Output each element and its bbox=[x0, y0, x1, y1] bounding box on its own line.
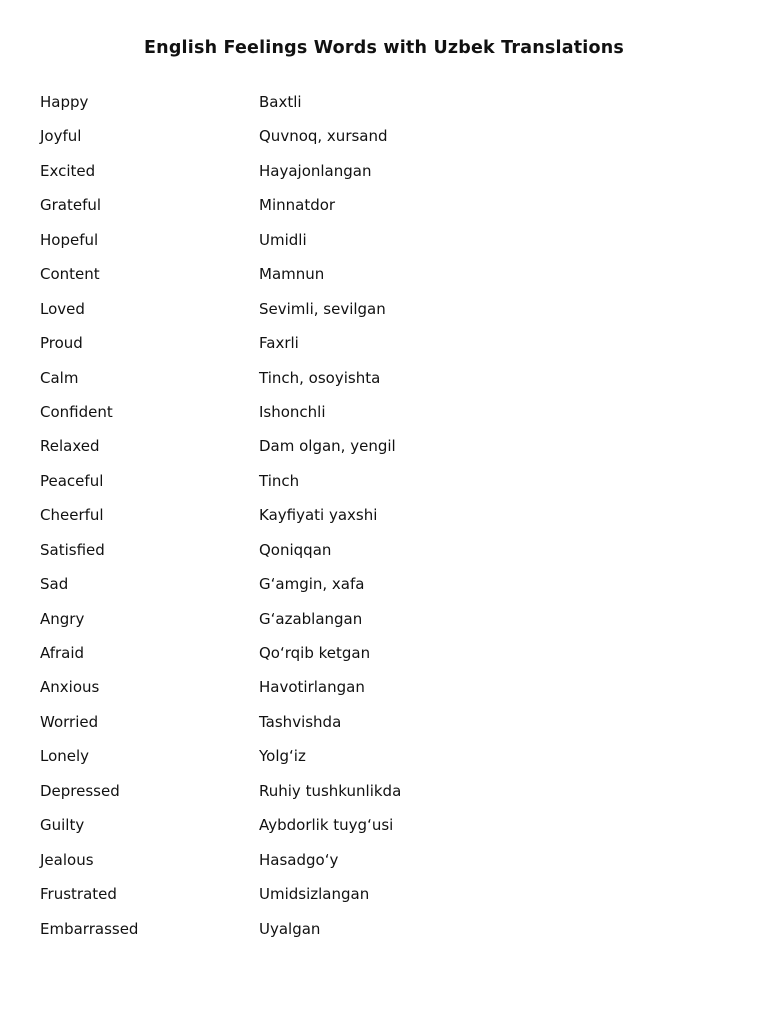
english-word: Excited bbox=[40, 161, 96, 180]
word-row bbox=[40, 642, 640, 676]
uzbek-translation: Quvnoq, xursand bbox=[259, 127, 388, 146]
english-word: Angry bbox=[40, 609, 85, 628]
word-row bbox=[40, 470, 640, 504]
uzbek-translation: Yolg‘iz bbox=[259, 747, 306, 766]
word-row bbox=[40, 194, 640, 228]
word-row bbox=[40, 745, 640, 779]
uzbek-translation: G‘azablangan bbox=[259, 609, 363, 628]
uzbek-translation: Dam olgan, yengil bbox=[259, 437, 396, 456]
english-word: Happy bbox=[40, 93, 89, 111]
word-row bbox=[40, 539, 640, 573]
word-row bbox=[40, 711, 640, 745]
english-word: Joyful bbox=[40, 127, 82, 146]
uzbek-translation: Aybdorlik tuyg‘usi bbox=[259, 816, 394, 835]
english-word: Worried bbox=[40, 712, 99, 731]
uzbek-translation: Qo‘rqib ketgan bbox=[259, 644, 371, 662]
word-row bbox=[40, 814, 640, 848]
word-row bbox=[40, 401, 640, 435]
uzbek-translation: Tashvishda bbox=[259, 712, 342, 731]
word-row bbox=[40, 573, 640, 607]
uzbek-translation: Faxrli bbox=[259, 334, 299, 353]
english-word: Embarrassed bbox=[40, 919, 139, 938]
uzbek-translation: Hayajonlangan bbox=[259, 161, 372, 180]
uzbek-translation: Tinch, osoyishta bbox=[259, 368, 381, 387]
english-word: Jealous bbox=[40, 850, 94, 869]
uzbek-translation: Umidsizlangan bbox=[259, 885, 370, 904]
english-word: Afraid bbox=[40, 644, 85, 662]
word-row bbox=[40, 435, 640, 469]
uzbek-translation: Mamnun bbox=[259, 265, 325, 284]
word-row bbox=[40, 608, 640, 642]
uzbek-translation: Uyalgan bbox=[259, 919, 321, 938]
word-row bbox=[40, 367, 640, 401]
english-word: Peaceful bbox=[40, 471, 104, 490]
english-word: Frustrated bbox=[40, 885, 117, 904]
word-row bbox=[40, 332, 640, 366]
word-row bbox=[40, 676, 640, 710]
word-row bbox=[40, 160, 640, 194]
english-word: Satisfied bbox=[40, 540, 105, 559]
english-word: Loved bbox=[40, 299, 85, 318]
english-word: Calm bbox=[40, 368, 79, 387]
english-word: Relaxed bbox=[40, 437, 100, 456]
english-word: Anxious bbox=[40, 678, 100, 697]
uzbek-translation: Sevimli, sevilgan bbox=[259, 299, 386, 318]
english-word: Content bbox=[40, 265, 100, 284]
english-word: Confident bbox=[40, 402, 113, 421]
word-row bbox=[40, 780, 640, 814]
uzbek-translation: Ishonchli bbox=[259, 402, 326, 421]
word-row bbox=[40, 91, 640, 125]
uzbek-translation: Hasadgo‘y bbox=[259, 850, 339, 869]
word-row bbox=[40, 849, 640, 883]
english-word: Sad bbox=[40, 575, 69, 594]
english-word: Cheerful bbox=[40, 506, 104, 525]
english-word: Guilty bbox=[40, 816, 85, 835]
english-word: Grateful bbox=[40, 196, 102, 215]
word-row bbox=[40, 883, 640, 917]
uzbek-translation: Kayfiyati yaxshi bbox=[259, 506, 378, 525]
uzbek-translation: Minnatdor bbox=[259, 196, 336, 215]
uzbek-translation: G‘amgin, xafa bbox=[259, 575, 365, 594]
english-word: Lonely bbox=[40, 747, 90, 766]
word-row bbox=[40, 918, 640, 952]
english-word: Depressed bbox=[40, 781, 120, 800]
uzbek-translation: Umidli bbox=[259, 230, 307, 249]
uzbek-translation: Havotirlangan bbox=[259, 678, 365, 697]
uzbek-translation: Ruhiy tushkunlikda bbox=[259, 781, 402, 800]
uzbek-translation: Qoniqqan bbox=[259, 540, 332, 559]
word-list bbox=[40, 91, 640, 952]
word-row bbox=[40, 504, 640, 538]
english-word: Proud bbox=[40, 334, 83, 353]
uzbek-translation: Baxtli bbox=[259, 93, 302, 111]
uzbek-translation: Tinch bbox=[259, 471, 300, 490]
word-row bbox=[40, 263, 640, 297]
english-word: Hopeful bbox=[40, 230, 99, 249]
page-title: English Feelings Words with Uzbek Translations bbox=[144, 38, 624, 58]
word-row bbox=[40, 229, 640, 263]
word-row bbox=[40, 125, 640, 159]
word-row bbox=[40, 298, 640, 332]
